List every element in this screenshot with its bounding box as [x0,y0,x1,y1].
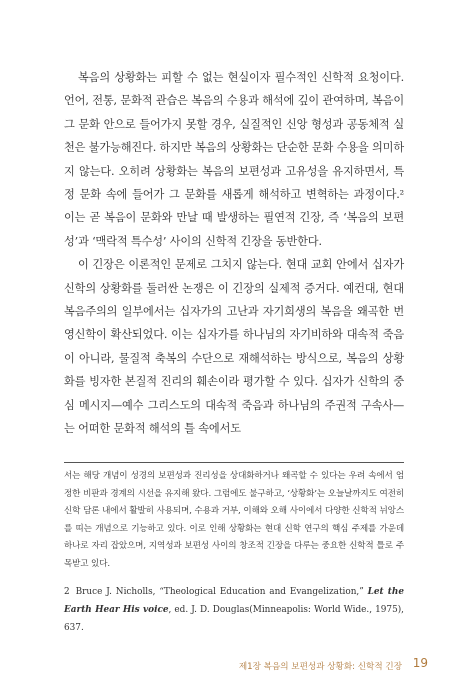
footnote-2-book-title: Let the Earth Hear His voice [64,586,404,615]
footnotes [64,468,404,638]
body-paragraph-2: 이 긴장은 이론적인 문제로 그치지 않는다. 현대 교회 안에서 십자가 신학의 상황화를 둘러싼 논쟁은 이 긴장의 실제적 증거다. 예컨대, 현대 복음주의의 일부에서는 십자가의 고난과 자기희생의 복음을 왜곡한 번영신학이 확산되었다. 이는 십자가를 하나님의 자기비하와 대속적 죽음이 아니라, 물질적 축복의 수단으로 재해석하는 방식으로, 복음의 상황화를 빙자한 본질적 진리의 훼손이라 평가할 수 있다. 십자가 신학의 중심 메시지—예수 그리스도의 대속적 죽음과 하나님의 주권적 구속사—는 어떠한 문화적 해석의 틀 속에서도 [64,258,404,436]
main-text [64,66,404,441]
page-number: 19 [412,656,428,670]
footnote-2-number: 2 [64,586,70,597]
footnote-1-continuation: 서는 해당 개념이 성경의 보편성과 진리성을 상대화하거나 왜곡할 수 있다는 우려 속에서 엄정한 비판과 경계의 시선을 유지해 왔다. 그럼에도 불구하고, ‘상황화’는 오늘날까지도 여전히 신학 담론 내에서 활발히 사용되며, 수용과 거부, 이해와 오해 사이에서 다양한 신학적 뉘앙스를 띠는 개념으로 기능하고 있다. 이로 인해 상황화는 현대 신학 연구의 핵심 주제를 가운데 하나로 자리 잡았으며, 지역성과 보편성 사이의 창조적 긴장을 다루는 중요한 신학적 틀로 주목받고 있다. [64,471,404,569]
footnote-2 [64,583,404,638]
body-paragraph-1: 복음의 상황화는 피할 수 없는 현실이자 필수적인 신학적 요청이다. 언어, 전통, 문화적 관습은 복음의 수용과 해석에 깊이 관여하며, 복음이 그 문화 안으로 들어가지 못할 경우, 실질적인 신앙 형성과 공동체적 실천은 불가능해진다. 하지만 복음의 상황화는 단순한 문화 수용을 의미하지 않는다. 오히려 상황화는 복음의 보편성과 고유성을 유지하면서, 특정 문화 속에 들어가 그 문화를 새롭게 해석하고 변혁하는 과정이다.² 이는 곧 복음이 문화와 만날 때 발생하는 필연적 긴장, 즉 ‘복음의 보편성’과 ‘맥락적 특수성’ 사이의 신학적 긴장을 동반한다. [64,71,404,248]
footnote-2-author: Bruce J. Nicholls, “Theological Education and Evangelization,” [75,586,368,597]
footnote-divider [64,462,404,463]
running-footer-title: 제1장 복음의 보편성과 상황화: 신학적 긴장 [238,662,402,672]
footnote-2-publication: , ed. J. D. Douglas(Minneapolis: World Wide., 1975), 637. [64,604,404,634]
